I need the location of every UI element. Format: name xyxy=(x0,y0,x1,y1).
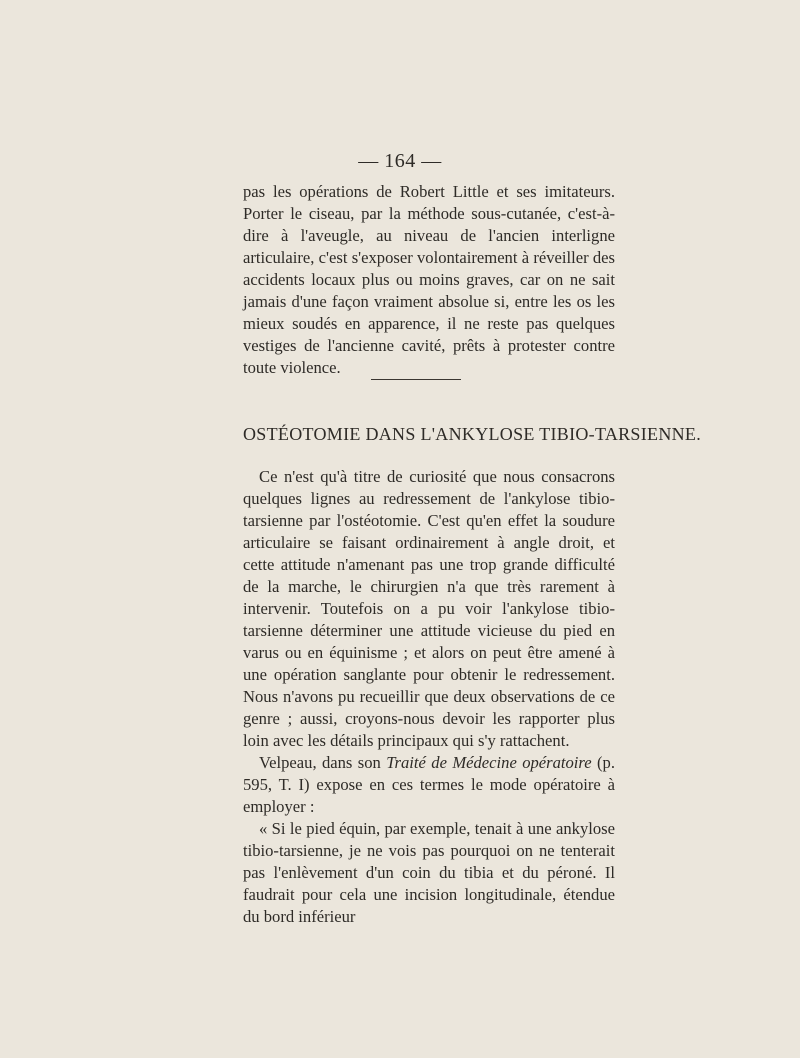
section-title: OSTÉOTOMIE DANS L'ANKYLOSE TIBIO-TARSIENNE. xyxy=(243,424,702,444)
paragraph-velpeau-end: (p. 595, T. I) expose en ces termes le mode opératoire à employer : xyxy=(243,753,616,816)
paragraph-continuation: pas les opérations de Robert Little et ses imitateurs. Porter le ciseau, par la méthode sous-cutanée, c'est-à-dire à l'aveugle, au niveau de l'ancien interligne articulaire, c'est s'exposer volontairement à réveiller des accidents locaux plus ou moins graves, car on ne sait jamais d'une façon vraiment absolue si, entre les os les mieux soudés en apparence, il ne reste pas quelques vestiges de l'ancienne cavité, prêts à protester contre toute violence. xyxy=(243,182,615,377)
page-number: — 164 — xyxy=(358,150,442,172)
section-divider xyxy=(371,379,461,380)
book-title: Traité de Médecine opératoire xyxy=(386,753,592,772)
text-block-main xyxy=(243,466,615,928)
text-block-top xyxy=(243,181,615,379)
paragraph-velpeau xyxy=(243,752,615,818)
paragraph-intro: Ce n'est qu'à titre de curiosité que nous consacrons quelques lignes au redressement de l'ankylose tibio-tarsienne par l'ostéotomie. C'est qu'en effet la soudure articulaire se faisant ordinairement à angle droit, et cette attitude n'amenant pas une trop grande difficulté de la marche, le chirurgien n'a que très rarement à intervenir. Toutefois on a pu voir l'ankylose tibio-tarsienne déterminer une attitude vicieuse du pied en varus ou en équinisme ; et alors on peut être amené à une opération sanglante pour obtenir le redressement. Nous n'avons pu recueillir que deux observations de ce genre ; aussi, croyons-nous devoir les rapporter plus loin avec les détails principaux qui s'y rattachent. xyxy=(243,467,615,750)
paragraph-velpeau-start: Velpeau, dans son xyxy=(259,753,381,772)
paragraph-quote: « Si le pied équin, par exemple, tenait à une ankylose tibio-tarsienne, je ne vois pas pourquoi on ne tenterait pas l'enlèvement d'un coin du tibia et du péroné. Il faudrait pour cela une incision longitudinale, étendue du bord inférieur xyxy=(243,819,615,926)
